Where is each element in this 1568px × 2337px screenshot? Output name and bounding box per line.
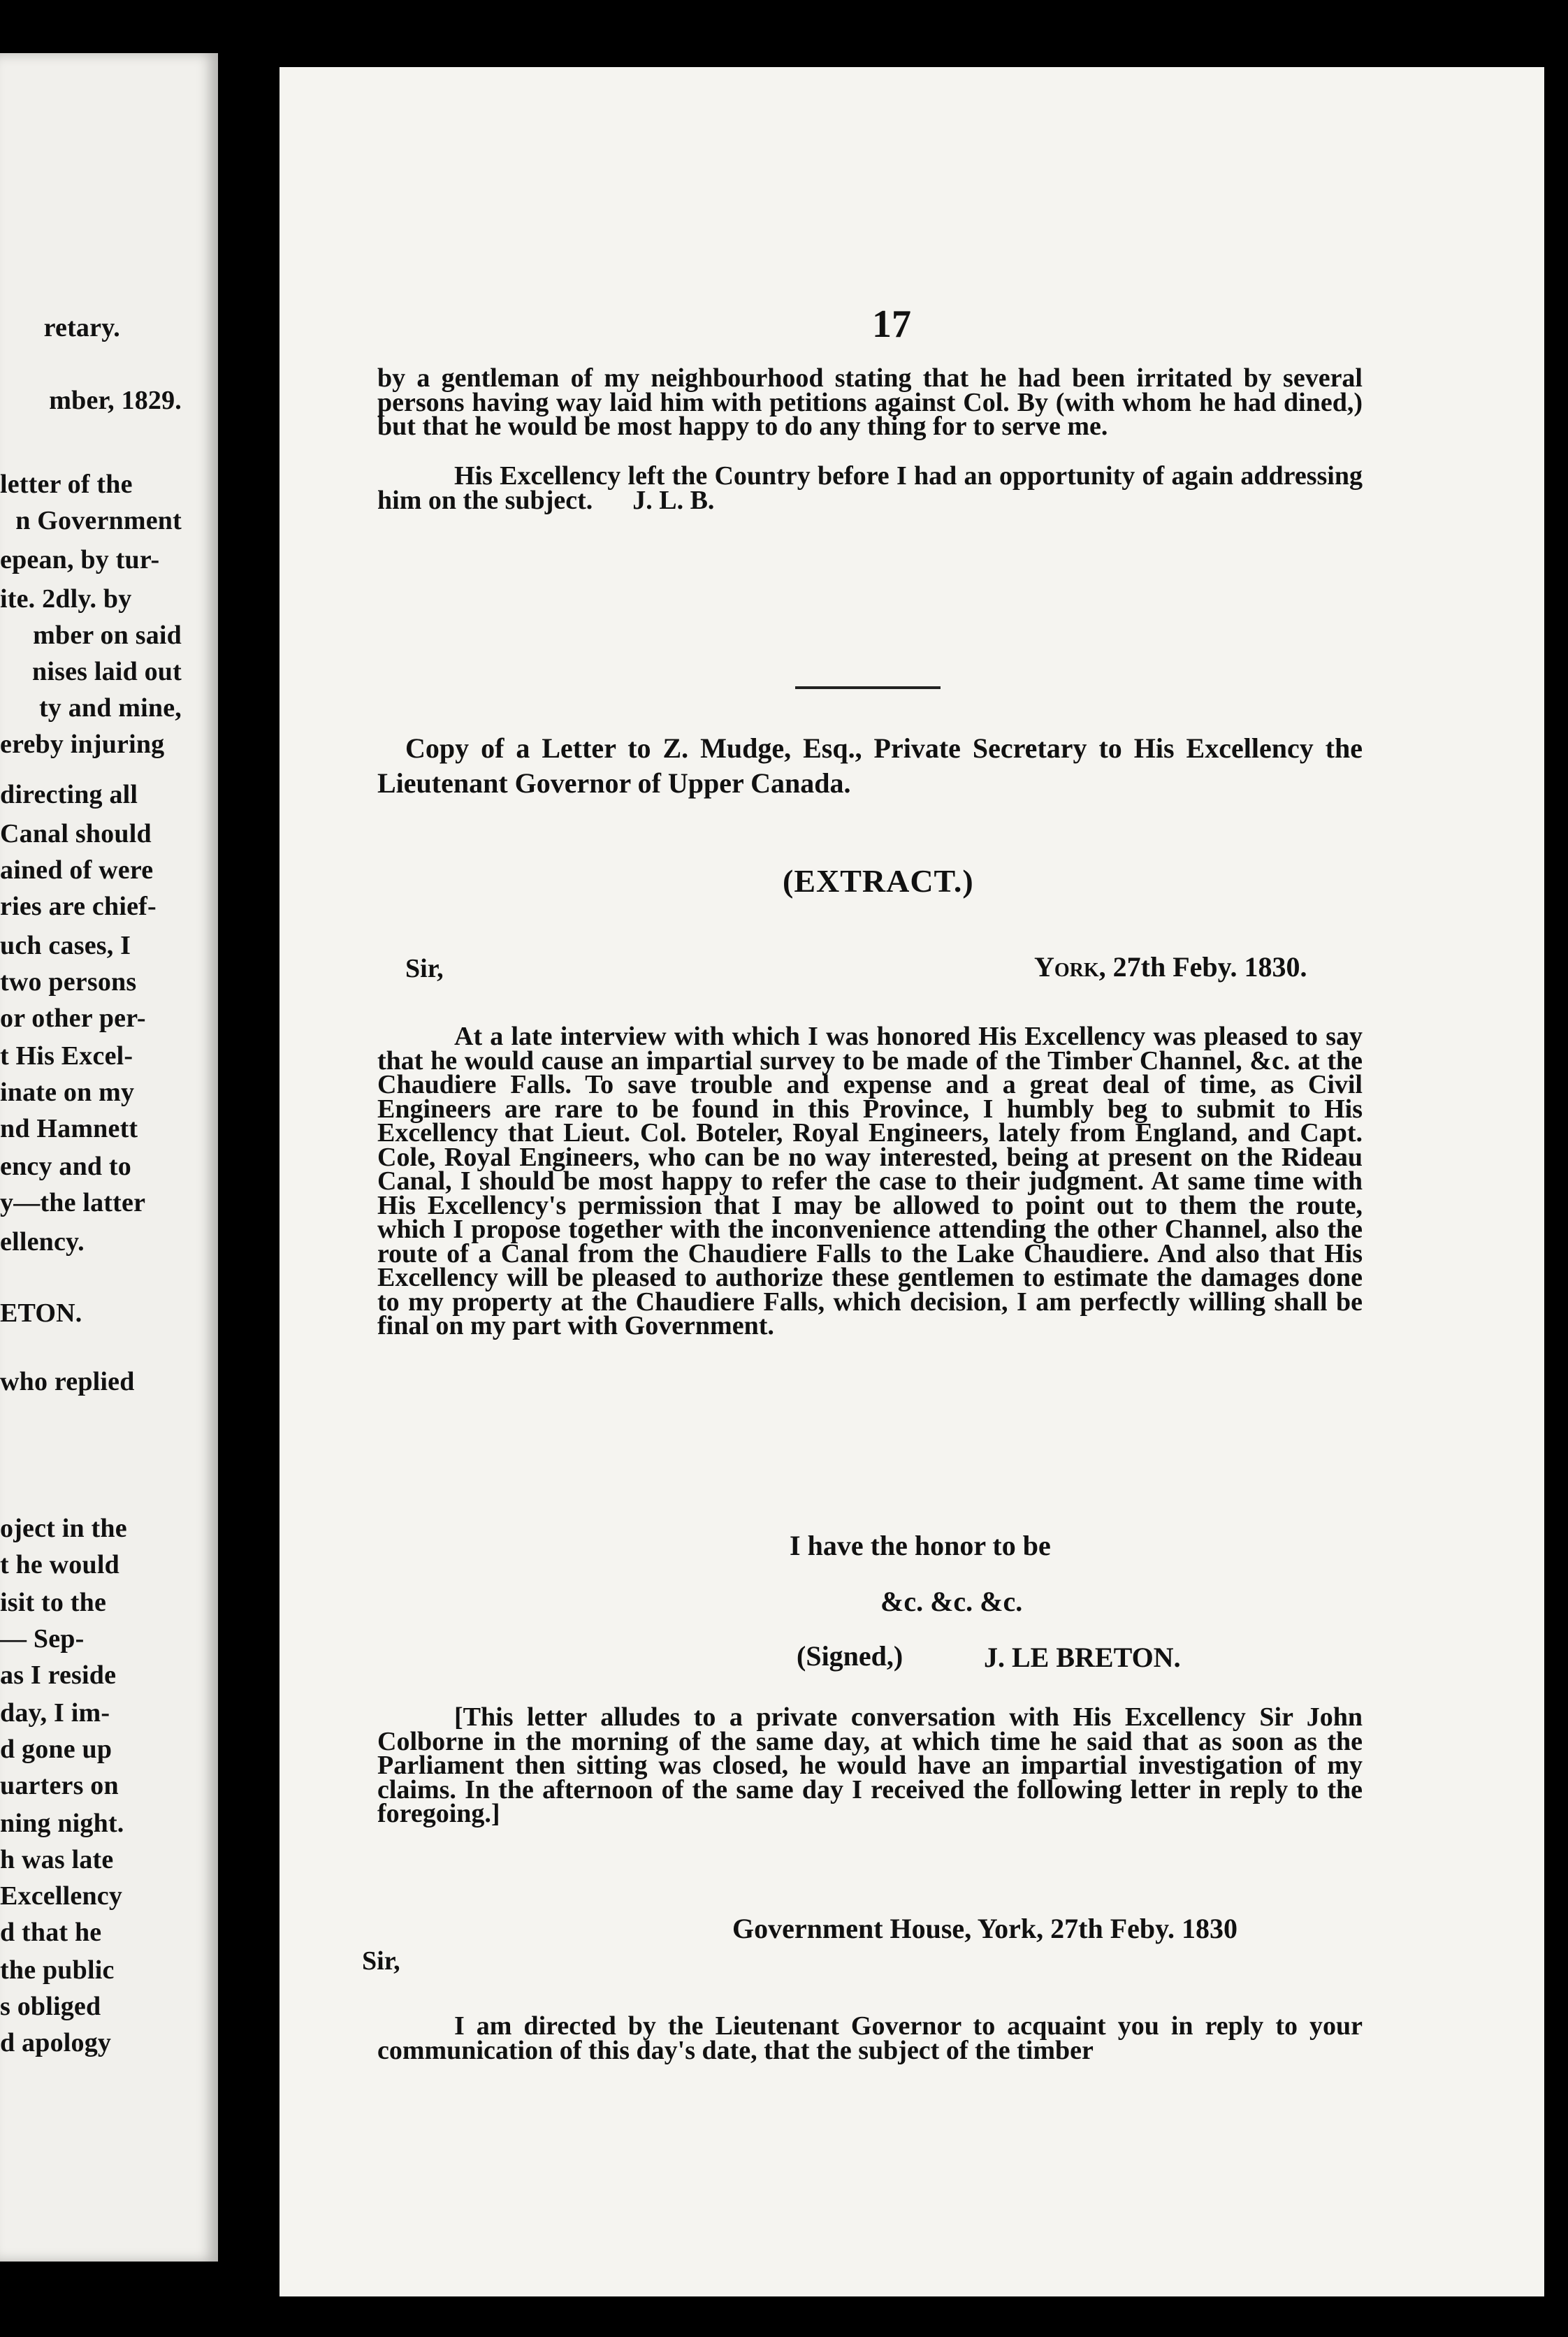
facing-page-line: ellency.: [0, 1227, 85, 1257]
letter2-body: [377, 2011, 1363, 2065]
page-number: 17: [872, 303, 911, 346]
letter1-signature: J. LE BRETON.: [984, 1642, 1181, 1673]
facing-page-line: ETON.: [0, 1298, 82, 1328]
letter1-body: [377, 1022, 1363, 1340]
facing-page-line: nises laid out: [32, 657, 182, 686]
letter1-salutation: Sir,: [405, 954, 444, 983]
letter1-body-text: At a late interview with which I was honored His Excellency was pleased to say that he would cause an impartial survey to be made of the Timber Channel, &c. at the Chaudiere Falls. To save trouble and expense and a great deal of time, as Civil Engineers are rare to be found in this Province, I humbly beg to submit to His Excellency that Lieut. Col. Boteler, Royal Engineers, lately from England, and Capt. Cole, Royal Engineers, who can be no way interested, being at present on the Rideau Canal, I should be most happy to refer the case to their judgment. At same time with His Excellency's permission that I may be allowed to point out to them the route, which I propose together with the inconvenience attending the other Channel, also the route of a Canal from the Chaudiere Falls to the Lake Chaudiere. And also that His Excellency will be pleased to authorize these gentlemen to estimate the damages done to my property at the Chaudiere Falls, which decision, I am perfectly willing shall be final on my part with Government.: [377, 1022, 1363, 1340]
editorial-note-text: [This letter alludes to a private conversation with His Excellency Sir John Colborne in the morning of the same day, at which time he said that as soon as the Parliament then sitting was closed, he would have an impartial investigation of my claims. In the afternoon of the same day I received the following letter in reply to the foregoing.]: [377, 1702, 1363, 1828]
facing-page-line: who replied: [0, 1367, 135, 1396]
continuation-text: by a gentleman of my neighbourhood stating that he had been irritated by several persons having way laid him with petitions against Col. By (with whom he had dined,) but that he would be most happy to do any thing for to serve me.: [377, 363, 1363, 441]
facing-page-line: h was late: [0, 1845, 114, 1874]
facing-page-line: isit to the: [0, 1588, 107, 1617]
facing-page-line: Canal should: [0, 819, 152, 848]
editorial-note: [377, 1702, 1363, 1828]
letter1-etc: &c. &c. &c.: [880, 1586, 1023, 1617]
facing-page-line: — Sep-: [0, 1624, 85, 1654]
facing-page-line: retary.: [43, 313, 120, 342]
facing-page-line: y—the latter: [0, 1188, 146, 1217]
facing-page-line: ning night.: [0, 1809, 124, 1838]
facing-page-line: mber, 1829.: [49, 386, 182, 415]
facing-page-line: d apology: [0, 2028, 112, 2057]
facing-page: [0, 53, 218, 2262]
facing-page-line: nd Hamnett: [0, 1114, 138, 1143]
letter1-place: York,: [1034, 951, 1106, 983]
facing-page-line: t His Excel-: [0, 1041, 133, 1071]
facing-page-line: ereby injuring: [0, 730, 165, 759]
facing-page-line: t he would: [0, 1550, 119, 1579]
letter1-closing: I have the honor to be: [790, 1530, 1051, 1561]
facing-page-line: epean, by tur-: [0, 545, 160, 574]
facing-page-line: s obliged: [0, 1992, 101, 2021]
letter2-body-text: I am directed by the Lieutenant Governor to acquaint you in reply to your communication of this day's date, that the subject of the timber: [377, 2011, 1363, 2065]
facing-page-line: as I reside: [0, 1660, 117, 1690]
facing-page-line: directing all: [0, 780, 138, 809]
letter2-salutation: Sir,: [362, 1946, 400, 1976]
facing-page-line: ty and mine,: [38, 693, 182, 723]
letter1-signed: (Signed,): [797, 1640, 903, 1672]
facing-page-line: day, I im-: [0, 1698, 110, 1728]
facing-page-line: letter of the: [0, 470, 133, 499]
section-divider: [795, 686, 941, 689]
facing-page-line: n Government: [15, 506, 182, 535]
letter1-date: 27th Feby. 1830.: [1112, 951, 1307, 983]
facing-page-line: d gone up: [0, 1735, 112, 1764]
facing-page-line: oject in the: [0, 1514, 127, 1543]
facing-page-line: uarters on: [0, 1771, 119, 1800]
facing-page-line: the public: [0, 1955, 115, 1985]
departure-paragraph: [377, 461, 1363, 515]
initials: J. L. B.: [632, 485, 715, 515]
extract-label: (EXTRACT.): [783, 863, 974, 899]
facing-page-line: ite. 2dly. by: [0, 584, 132, 614]
facing-page-line: d that he: [0, 1918, 102, 1947]
facing-page-line: mber on said: [33, 621, 182, 650]
facing-page-line: uch cases, I: [0, 931, 131, 960]
facing-page-line: Excellency: [0, 1881, 123, 1911]
continuation-paragraph: [377, 363, 1363, 441]
letter-heading-text: Copy of a Letter to Z. Mudge, Esq., Private Secretary to His Excellency the Lieutenant Governor of Upper Canada.: [377, 732, 1363, 799]
facing-page-line: or other per-: [0, 1004, 146, 1033]
letter2-dateline: Government House, York, 27th Feby. 1830: [732, 1913, 1237, 1944]
facing-page-line: ries are chief-: [0, 892, 157, 921]
facing-page-line: ained of were: [0, 855, 154, 885]
departure-text: His Excellency left the Country before I had an opportunity of again addressing him on the subject. J. L. B.: [377, 461, 1363, 515]
facing-page-line: ency and to: [0, 1152, 131, 1181]
letter1-dateline: [1034, 950, 1307, 983]
document-page: [280, 67, 1544, 2296]
facing-page-line: two persons: [0, 967, 137, 997]
facing-page-line: inate on my: [0, 1078, 135, 1107]
letter-heading: [377, 731, 1363, 801]
